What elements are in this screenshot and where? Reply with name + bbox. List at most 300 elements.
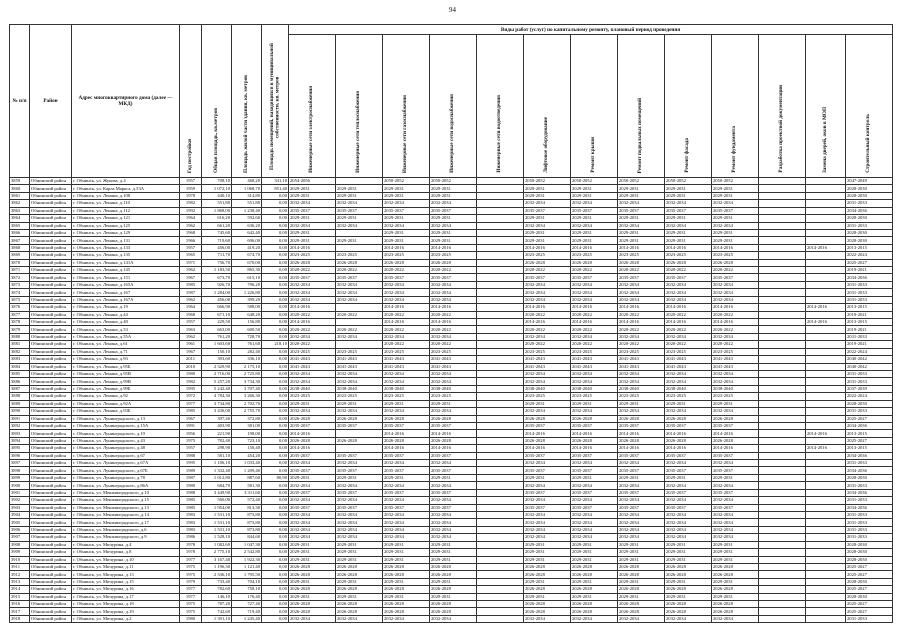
work-period-cell bbox=[806, 601, 846, 608]
area-living-cell: 704,10 bbox=[232, 578, 262, 585]
work-period-cell: 2029-2031 bbox=[289, 593, 336, 600]
work-period-cell: 2032-2034 bbox=[618, 482, 665, 489]
work-period-cell bbox=[759, 215, 806, 222]
district-cell: Обнинский район bbox=[30, 267, 72, 274]
work-period-cell: 2035-2037 bbox=[289, 504, 336, 511]
row-number: 3904 bbox=[10, 511, 30, 518]
area-municipal-cell: 0,00 bbox=[262, 497, 289, 504]
table-row bbox=[10, 556, 893, 563]
area-living-cell: 2 175,10 bbox=[232, 363, 262, 370]
work-period-cell: 2032-2034 bbox=[430, 200, 477, 207]
work-period-cell: 2029-2031 bbox=[665, 192, 712, 199]
address-cell: г. Обнинск, ул. Мичурина, д.10 bbox=[72, 556, 180, 563]
year-cell: 1956 bbox=[180, 430, 202, 437]
work-period-cell: 2032-2034 bbox=[665, 460, 712, 467]
year-cell: 1980 bbox=[180, 370, 202, 377]
work-period-cell: 2029-2031 bbox=[571, 400, 618, 407]
work-period-cell: 2035-2037 bbox=[712, 274, 759, 281]
district-cell: Обнинский район bbox=[30, 296, 72, 303]
work-period-cell: 2029-2031 bbox=[430, 185, 477, 192]
work-period-cell bbox=[336, 304, 383, 311]
work-period-cell: 2041-2043 bbox=[524, 356, 571, 363]
work-period-cell: 2032-2034 bbox=[289, 222, 336, 229]
work-period-cell bbox=[806, 534, 846, 541]
district-cell: Обнинский район bbox=[30, 311, 72, 318]
table-row bbox=[10, 385, 893, 392]
year-cell: 1957 bbox=[180, 178, 202, 185]
header-area-total: Общая площадь, кв.метров bbox=[202, 25, 232, 178]
work-period-cell: 2041-2043 bbox=[336, 356, 383, 363]
work-period-cell: 2014-2016 bbox=[665, 244, 712, 251]
district-cell: Обнинский район bbox=[30, 259, 72, 266]
area-living-cell: 198,00 bbox=[232, 430, 262, 437]
table-row bbox=[10, 601, 893, 608]
table-row bbox=[10, 267, 893, 274]
area-total-cell: 1 528,10 bbox=[202, 534, 232, 541]
work-period-cell: 2020-2022 bbox=[571, 341, 618, 348]
work-period-cell bbox=[759, 281, 806, 288]
table-row bbox=[10, 363, 893, 370]
district-cell: Обнинский район bbox=[30, 304, 72, 311]
year-cell: 1991 bbox=[180, 422, 202, 429]
work-period-cell bbox=[806, 348, 846, 355]
work-period-cell: 2029-2031 bbox=[524, 215, 571, 222]
table-row bbox=[10, 281, 893, 288]
work-period-cell: 2029-2031 bbox=[383, 229, 430, 236]
work-period-cell bbox=[477, 222, 524, 229]
area-total-cell: 1 332,40 bbox=[202, 467, 232, 474]
header-year: Год постройки bbox=[180, 25, 202, 178]
work-period-cell: 2032-2034 bbox=[665, 296, 712, 303]
work-period-cell: 2020-2022 bbox=[665, 267, 712, 274]
work-period-cell: 2020-2022 bbox=[383, 341, 430, 348]
work-period-cell: 2032-2034 bbox=[571, 615, 618, 622]
table-row bbox=[10, 237, 893, 244]
work-period-cell: 2032-2034 bbox=[712, 408, 759, 415]
address-cell: г. Обнинск, ул. Ленина, д.151 bbox=[72, 274, 180, 281]
work-period-cell: 2014-2016 bbox=[383, 430, 430, 437]
row-number: 3916 bbox=[10, 601, 30, 608]
work-period-cell: 2032-2034 bbox=[524, 615, 571, 622]
area-municipal-cell: 0,00 bbox=[262, 615, 289, 622]
area-total-cell: 3 167,40 bbox=[202, 556, 232, 563]
area-municipal-cell: 341,10 bbox=[262, 178, 289, 185]
year-cell: 1957 bbox=[180, 319, 202, 326]
work-period-cell: 2020-2022 bbox=[430, 326, 477, 333]
work-period-cell: 2029-2031 bbox=[571, 474, 618, 481]
row-number: 3879 bbox=[10, 326, 30, 333]
work-period-cell: 2031-2033 bbox=[846, 511, 893, 518]
row-number: 3894 bbox=[10, 437, 30, 444]
work-period-cell: 2029-2031 bbox=[618, 400, 665, 407]
header-area-living: Площадь жилой части здания, кв. метров bbox=[232, 25, 262, 178]
area-living-cell: 176,40 bbox=[232, 593, 262, 600]
district-cell: Обнинский район bbox=[30, 215, 72, 222]
area-total-cell: 787,20 bbox=[202, 601, 232, 608]
work-period-cell bbox=[477, 326, 524, 333]
year-cell: 1995 bbox=[180, 385, 202, 392]
address-cell: г. Обнинск, ул. Ленина, д.93 bbox=[72, 356, 180, 363]
district-cell: Обнинский район bbox=[30, 511, 72, 518]
work-period-cell: 2035-2037 bbox=[712, 207, 759, 214]
work-period-cell bbox=[806, 378, 846, 385]
area-total-cell: 1 531,10 bbox=[202, 511, 232, 518]
work-period-cell: 2031-2033 bbox=[846, 333, 893, 340]
work-period-cell bbox=[759, 207, 806, 214]
district-cell: Обнинский район bbox=[30, 445, 72, 452]
work-period-cell: 2031-2033 bbox=[846, 497, 893, 504]
work-period-cell bbox=[806, 408, 846, 415]
area-municipal-cell: 0,00 bbox=[262, 237, 289, 244]
district-cell: Обнинский район bbox=[30, 185, 72, 192]
work-period-cell: 2029-2031 bbox=[430, 237, 477, 244]
area-municipal-cell: 0,00 bbox=[262, 378, 289, 385]
work-period-cell: 2029-2031 bbox=[524, 400, 571, 407]
work-period-cell: 2029-2031 bbox=[571, 593, 618, 600]
header-work-type: Ремонт фасада bbox=[665, 35, 712, 178]
work-period-cell: 2023-2025 bbox=[665, 393, 712, 400]
work-period-cell: 2026-2028 bbox=[712, 608, 759, 615]
area-total-cell: 2 716,00 bbox=[202, 370, 232, 377]
work-period-cell: 2032-2034 bbox=[289, 378, 336, 385]
row-number: 3891 bbox=[10, 415, 30, 422]
area-municipal-cell: 0,00 bbox=[262, 207, 289, 214]
row-number: 3901 bbox=[10, 489, 30, 496]
work-period-cell: 2031-2033 bbox=[846, 615, 893, 622]
work-period-cell: 2023-2025 bbox=[665, 252, 712, 259]
work-period-cell bbox=[806, 200, 846, 207]
work-period-cell bbox=[477, 252, 524, 259]
area-municipal-cell: 0,00 bbox=[262, 534, 289, 541]
row-number: 3909 bbox=[10, 549, 30, 556]
work-period-cell: 2032-2034 bbox=[336, 408, 383, 415]
work-period-cell: 2035-2037 bbox=[524, 504, 571, 511]
row-number: 3878 bbox=[10, 319, 30, 326]
row-number: 3900 bbox=[10, 482, 30, 489]
work-period-cell: 2014-2016 bbox=[665, 304, 712, 311]
capital-repair-table bbox=[9, 24, 893, 623]
area-municipal-cell: 0,00 bbox=[262, 408, 289, 415]
address-cell: г. Обнинск, ул. Ленина, д.108 bbox=[72, 192, 180, 199]
year-cell: 1980 bbox=[180, 482, 202, 489]
table-row bbox=[10, 326, 893, 333]
work-period-cell: 2035-2037 bbox=[336, 274, 383, 281]
work-period-cell: 2032-2034 bbox=[618, 378, 665, 385]
work-period-cell: 2014-2016 bbox=[618, 304, 665, 311]
work-period-cell bbox=[477, 229, 524, 236]
work-period-cell: 2023-2025 bbox=[618, 393, 665, 400]
work-period-cell: 2050-2052 bbox=[618, 178, 665, 185]
work-period-cell: 2023-2025 bbox=[383, 252, 430, 259]
work-period-cell bbox=[759, 460, 806, 467]
work-period-cell: 2026-2028 bbox=[712, 259, 759, 266]
work-period-cell: 2026-2028 bbox=[430, 437, 477, 444]
work-period-cell bbox=[477, 489, 524, 496]
year-cell: 1977 bbox=[180, 556, 202, 563]
work-period-cell: 2023-2025 bbox=[712, 348, 759, 355]
work-period-cell bbox=[806, 259, 846, 266]
work-period-cell bbox=[806, 281, 846, 288]
work-period-cell: 2026-2028 bbox=[618, 571, 665, 578]
work-period-cell bbox=[806, 615, 846, 622]
work-period-cell bbox=[477, 534, 524, 541]
work-period-cell bbox=[759, 408, 806, 415]
area-living-cell: 2 542,80 bbox=[232, 549, 262, 556]
area-municipal-cell: 0,00 bbox=[262, 393, 289, 400]
district-cell: Обнинский район bbox=[30, 192, 72, 199]
row-number: 3899 bbox=[10, 474, 30, 481]
work-period-cell bbox=[806, 504, 846, 511]
work-period-cell bbox=[806, 526, 846, 533]
address-cell: г. Обнинск, ул. Ленина, д.53 bbox=[72, 326, 180, 333]
area-living-cell: 150,40 bbox=[232, 445, 262, 452]
table-row bbox=[10, 593, 893, 600]
work-period-cell: 2026-2028 bbox=[430, 608, 477, 615]
work-period-cell: 2023-2025 bbox=[336, 393, 383, 400]
work-period-cell: 2032-2034 bbox=[524, 281, 571, 288]
work-period-cell: 2035-2037 bbox=[665, 422, 712, 429]
area-municipal-cell: 851,40 bbox=[262, 185, 289, 192]
work-period-cell: 2026-2028 bbox=[383, 586, 430, 593]
table-row bbox=[10, 393, 893, 400]
work-period-cell: 2014-2016 bbox=[712, 244, 759, 251]
year-cell: 2011 bbox=[180, 356, 202, 363]
work-period-cell: 2032-2034 bbox=[289, 296, 336, 303]
work-period-cell: 2032-2034 bbox=[618, 519, 665, 526]
table-row bbox=[10, 252, 893, 259]
district-cell: Обнинский район bbox=[30, 578, 72, 585]
work-period-cell: 2032-2034 bbox=[289, 333, 336, 340]
row-number: 3886 bbox=[10, 378, 30, 385]
address-cell: г. Обнинск, ул. Ленина, д.48 bbox=[72, 319, 180, 326]
work-period-cell: 2029-2031 bbox=[618, 237, 665, 244]
work-period-cell: 2041-2043 bbox=[383, 356, 430, 363]
work-period-cell bbox=[806, 229, 846, 236]
work-period-cell: 2014-2016 bbox=[289, 445, 336, 452]
row-number: 3911 bbox=[10, 563, 30, 570]
area-municipal-cell: 0,00 bbox=[262, 504, 289, 511]
area-total-cell: 298,90 bbox=[202, 445, 232, 452]
work-period-cell: 2031-2033 bbox=[846, 370, 893, 377]
address-cell: г. Обнинск, ул. Ленина, д.131 bbox=[72, 237, 180, 244]
work-period-cell: 2029-2031 bbox=[383, 541, 430, 548]
work-period-cell: 2026-2028 bbox=[618, 586, 665, 593]
work-period-cell: 2032-2034 bbox=[289, 200, 336, 207]
work-period-cell: 2032-2034 bbox=[336, 511, 383, 518]
work-period-cell: 2013-2015 bbox=[846, 445, 893, 452]
work-period-cell: 2029-2031 bbox=[383, 215, 430, 222]
work-period-cell: 2035-2037 bbox=[383, 422, 430, 429]
area-total-cell: 926,70 bbox=[202, 281, 232, 288]
row-number: 3912 bbox=[10, 571, 30, 578]
work-period-cell: 2020-2022 bbox=[571, 267, 618, 274]
work-period-cell bbox=[477, 237, 524, 244]
work-period-cell: 2029-2031 bbox=[336, 541, 383, 548]
year-cell: 1983 bbox=[180, 526, 202, 533]
work-period-cell: 2035-2037 bbox=[618, 489, 665, 496]
work-period-cell: 2029-2031 bbox=[618, 556, 665, 563]
table-row bbox=[10, 422, 893, 429]
year-cell: 1978 bbox=[180, 549, 202, 556]
work-period-cell: 2028-2030 bbox=[846, 474, 893, 481]
work-period-cell: 2026-2028 bbox=[524, 415, 571, 422]
work-period-cell: 2035-2037 bbox=[289, 489, 336, 496]
district-cell: Обнинский район bbox=[30, 356, 72, 363]
row-number: 3906 bbox=[10, 526, 30, 533]
work-period-cell bbox=[806, 415, 846, 422]
work-period-cell: 2026-2028 bbox=[571, 415, 618, 422]
work-period-cell bbox=[759, 511, 806, 518]
work-period-cell: 2035-2037 bbox=[524, 274, 571, 281]
work-period-cell: 2029-2031 bbox=[336, 400, 383, 407]
table-row bbox=[10, 207, 893, 214]
work-period-cell bbox=[759, 497, 806, 504]
table-row bbox=[10, 408, 893, 415]
work-period-cell: 2032-2034 bbox=[665, 200, 712, 207]
work-period-cell bbox=[759, 296, 806, 303]
work-period-cell: 2032-2034 bbox=[571, 497, 618, 504]
work-period-cell: 2035-2037 bbox=[383, 467, 430, 474]
work-period-cell: 2032-2034 bbox=[712, 296, 759, 303]
table-row bbox=[10, 311, 893, 318]
table-row bbox=[10, 549, 893, 556]
work-period-cell: 2041-2043 bbox=[618, 363, 665, 370]
district-cell: Обнинский район bbox=[30, 200, 72, 207]
work-period-cell: 2032-2034 bbox=[336, 200, 383, 207]
work-period-cell: 2029-2031 bbox=[618, 541, 665, 548]
area-total-cell: 782,40 bbox=[202, 437, 232, 444]
work-period-cell bbox=[806, 437, 846, 444]
year-cell: 1963 bbox=[180, 326, 202, 333]
work-period-cell: 2026-2028 bbox=[712, 437, 759, 444]
work-period-cell: 2032-2034 bbox=[618, 333, 665, 340]
work-period-cell: 2020-2022 bbox=[336, 311, 383, 318]
work-period-cell: 2032-2034 bbox=[336, 296, 383, 303]
work-period-cell bbox=[806, 489, 846, 496]
work-period-cell: 2023-2025 bbox=[430, 252, 477, 259]
work-period-cell: 2032-2034 bbox=[618, 408, 665, 415]
work-period-cell: 2023-2025 bbox=[524, 393, 571, 400]
row-number: 3881 bbox=[10, 341, 30, 348]
table-row bbox=[10, 511, 893, 518]
work-period-cell: 2032-2034 bbox=[430, 281, 477, 288]
work-period-cell: 2041-2043 bbox=[289, 363, 336, 370]
work-period-cell: 2029-2031 bbox=[430, 400, 477, 407]
work-period-cell bbox=[759, 482, 806, 489]
work-period-cell: 2026-2028 bbox=[712, 601, 759, 608]
work-period-cell: 2029-2031 bbox=[665, 215, 712, 222]
area-total-cell: 3 449,90 bbox=[202, 489, 232, 496]
work-period-cell: 2032-2034 bbox=[383, 378, 430, 385]
work-period-cell bbox=[759, 259, 806, 266]
work-period-cell: 2029-2031 bbox=[289, 541, 336, 548]
work-period-cell: 2050-2052 bbox=[430, 178, 477, 185]
work-period-cell: 2025-2027 bbox=[846, 586, 893, 593]
row-number: 3876 bbox=[10, 304, 30, 311]
work-period-cell: 2032-2034 bbox=[712, 281, 759, 288]
year-cell: 1975 bbox=[180, 437, 202, 444]
work-period-cell: 2029-2031 bbox=[712, 549, 759, 556]
work-period-cell bbox=[477, 185, 524, 192]
address-cell: г. Обнинск, ул. Жукова, д.4 bbox=[72, 178, 180, 185]
work-period-cell bbox=[806, 363, 846, 370]
area-municipal-cell: 0,00 bbox=[262, 326, 289, 333]
work-period-cell: 2035-2037 bbox=[665, 467, 712, 474]
work-period-cell: 2028-2030 bbox=[846, 593, 893, 600]
work-period-cell: 2035-2037 bbox=[665, 452, 712, 459]
work-period-cell: 2032-2034 bbox=[289, 534, 336, 541]
work-period-cell: 2035-2037 bbox=[383, 274, 430, 281]
work-period-cell: 2029-2031 bbox=[289, 237, 336, 244]
area-municipal-cell: 0,00 bbox=[262, 445, 289, 452]
district-cell: Обнинский район bbox=[30, 333, 72, 340]
district-cell: Обнинский район bbox=[30, 586, 72, 593]
district-cell: Обнинский район bbox=[30, 430, 72, 437]
work-period-cell bbox=[477, 563, 524, 570]
address-cell: г. Обнинск, ул. Ленина, д.95В bbox=[72, 370, 180, 377]
address-cell: г. Обнинск, ул. Ленина, д.121 bbox=[72, 215, 180, 222]
work-period-cell: 2029-2031 bbox=[618, 215, 665, 222]
work-period-cell: 2014-2016 bbox=[289, 304, 336, 311]
area-living-cell: 1 047,30 bbox=[232, 541, 262, 548]
work-period-cell: 2032-2034 bbox=[289, 482, 336, 489]
area-total-cell: 1 868,00 bbox=[202, 207, 232, 214]
work-period-cell: 2032-2034 bbox=[383, 408, 430, 415]
work-period-cell bbox=[806, 563, 846, 570]
year-cell: 1988 bbox=[180, 452, 202, 459]
area-total-cell: 756,70 bbox=[202, 259, 232, 266]
work-period-cell bbox=[759, 341, 806, 348]
work-period-cell bbox=[806, 274, 846, 281]
area-total-cell: 1 183,50 bbox=[202, 267, 232, 274]
table-row bbox=[10, 563, 893, 570]
address-cell: г. Обнинск, ул. Ленина, д.145 bbox=[72, 267, 180, 274]
work-period-cell: 2032-2034 bbox=[383, 526, 430, 533]
work-period-cell bbox=[477, 289, 524, 296]
row-number: 3871 bbox=[10, 267, 30, 274]
work-period-cell: 2032-2034 bbox=[383, 519, 430, 526]
work-period-cell bbox=[759, 519, 806, 526]
work-period-cell: 2020-2022 bbox=[665, 341, 712, 348]
work-period-cell: 2020-2022 bbox=[430, 311, 477, 318]
work-period-cell bbox=[477, 504, 524, 511]
work-period-cell: 2029-2031 bbox=[524, 192, 571, 199]
work-period-cell: 2035-2037 bbox=[571, 504, 618, 511]
row-number: 3882 bbox=[10, 348, 30, 355]
header-work-type: Ремонт фундамента bbox=[712, 35, 759, 178]
area-municipal-cell: 0,00 bbox=[262, 274, 289, 281]
work-period-cell: 2050-2052 bbox=[665, 178, 712, 185]
work-period-cell: 2023-2025 bbox=[383, 348, 430, 355]
row-number: 3908 bbox=[10, 541, 30, 548]
work-period-cell: 2029-2031 bbox=[336, 474, 383, 481]
area-living-cell: 419,20 bbox=[232, 244, 262, 251]
work-period-cell bbox=[477, 571, 524, 578]
work-period-cell: 2023-2025 bbox=[289, 348, 336, 355]
area-living-cell: 615,10 bbox=[232, 274, 262, 281]
work-period-cell: 2026-2028 bbox=[383, 437, 430, 444]
work-period-cell: 2026-2028 bbox=[383, 415, 430, 422]
work-period-cell bbox=[477, 356, 524, 363]
work-period-cell: 2050-2052 bbox=[524, 178, 571, 185]
work-period-cell: 2038-2040 bbox=[383, 385, 430, 392]
district-cell: Обнинский район bbox=[30, 222, 72, 229]
work-period-cell: 2032-2034 bbox=[336, 289, 383, 296]
work-period-cell: 2029-2031 bbox=[289, 229, 336, 236]
work-period-cell: 2026-2028 bbox=[336, 563, 383, 570]
work-period-cell: 2032-2034 bbox=[571, 200, 618, 207]
work-period-cell: 2029-2031 bbox=[618, 474, 665, 481]
